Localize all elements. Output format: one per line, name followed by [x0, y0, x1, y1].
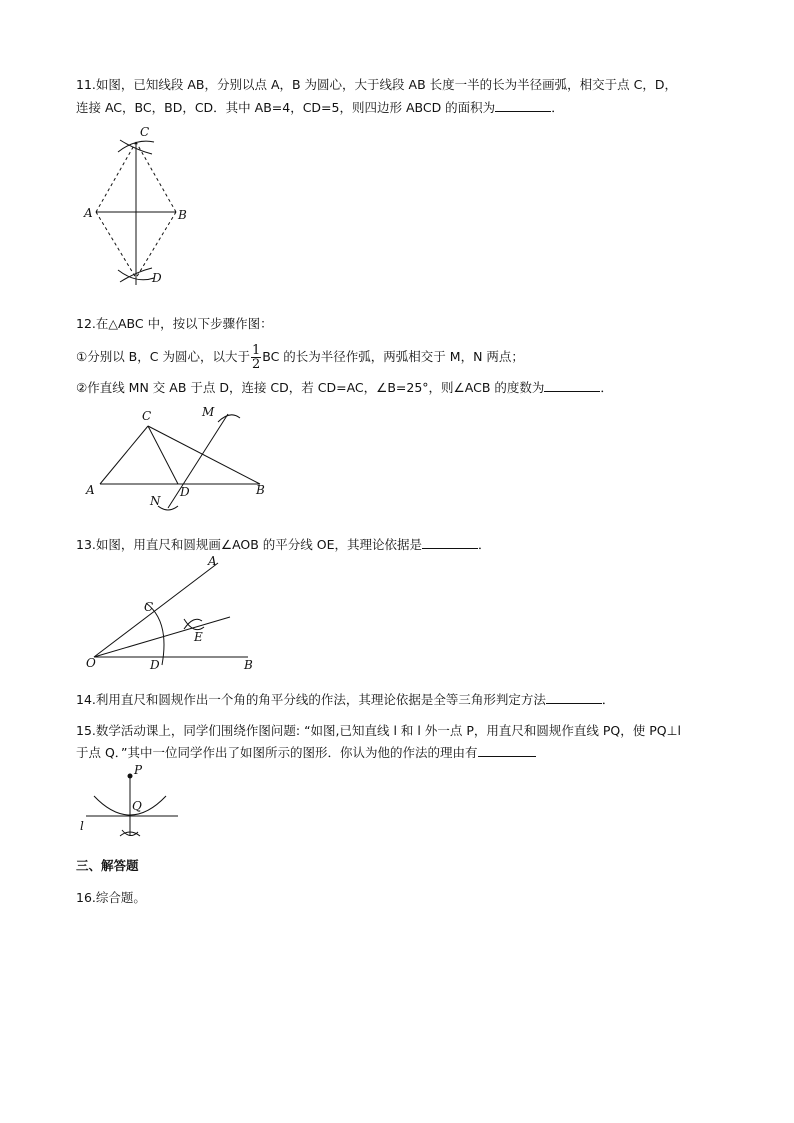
q12-figure	[84, 400, 284, 520]
q12-frac-num: 1	[251, 343, 261, 358]
q13-answer-blank[interactable]	[422, 534, 478, 549]
q15-figure	[80, 762, 200, 844]
q13-ray-oe	[94, 617, 230, 657]
q12-step1-post: BC 的长为半径作弧，两弧相交于 M，N 两点；	[262, 349, 524, 364]
q13-label-d: D	[150, 658, 160, 672]
q12-segment-cd	[148, 426, 178, 484]
q11-segment-ac	[96, 142, 136, 212]
q12-line1: 12.在△ABC 中，按以下步骤作图：	[76, 316, 273, 331]
q13-figure	[84, 555, 264, 675]
q15-line1: 15.数学活动课上，同学们围绕作图问题: “如图,已知直线 l 和 l 外一点 P，用直尺和圆规作直线 PQ，使 PQ⊥l	[76, 723, 681, 738]
q11-line1: 11.如图，已知线段 AB，分别以点 A，B 为圆心，大于线段 AB 长度一半的长为半径画弧，相交于点 C，D，	[76, 77, 677, 92]
q11-segment-bc	[136, 142, 176, 212]
q12-answer-blank[interactable]	[544, 377, 600, 392]
q12-label-b: B	[256, 483, 265, 497]
q13-label-a: A	[208, 554, 217, 568]
q14-end: ．	[601, 692, 615, 707]
q13-line1-text: 13.如图，用直尺和圆规画∠AOB 的平分线 OE，其理论依据是	[76, 537, 423, 552]
q13-end: ．	[478, 537, 491, 552]
q15-label-l: l	[80, 819, 84, 833]
q11-line2-text: 连接 AC，BC，BD，CD．其中 AB=4，CD=5，则四边形 ABCD 的面积为	[76, 100, 496, 115]
q11-label-a: A	[84, 206, 93, 220]
q12-step1	[76, 344, 524, 371]
q12-label-m: M	[202, 405, 215, 419]
q12-label-d: D	[180, 485, 190, 499]
q13-line1	[76, 534, 491, 556]
q13-label-c: C	[144, 600, 154, 614]
q12-label-n: N	[150, 494, 161, 508]
q15-line2-text: 于点 Q．”其中一位同学作出了如图所示的图形．你认为他的作法的理由有	[76, 745, 478, 760]
q14-answer-blank[interactable]	[546, 689, 602, 704]
q11-segment-bd	[136, 212, 176, 278]
q13-label-e: E	[194, 630, 203, 644]
q12-step2-text: ②作直线 MN 交 AB 于点 D，连接 CD，若 CD=AC，∠B=25°，则∠ACB 的度数为	[76, 380, 545, 395]
q11-answer-blank[interactable]	[495, 97, 551, 112]
q14-line1	[76, 689, 614, 711]
q13-label-o: O	[86, 656, 96, 670]
q12-end: ．	[600, 380, 613, 395]
q15-answer-blank[interactable]	[478, 742, 536, 757]
q14-line1-text: 14.利用直尺和圆规作出一个角的角平分线的作法，其理论依据是全等三角形判定方法	[76, 692, 546, 707]
section3-heading: 三、解答题	[76, 858, 139, 873]
q12-label-c: C	[142, 409, 152, 423]
q15-line2	[76, 742, 536, 764]
q12-step1-pre: ①分别以 B，C 为圆心，以大于	[76, 349, 250, 364]
q12-line-mn	[168, 414, 228, 508]
q16-line1: 16.综合题。	[76, 890, 146, 905]
q11-line2	[76, 97, 564, 119]
q12-frac-den: 2	[251, 357, 261, 372]
q12-segment-ac	[100, 426, 148, 484]
q15-point-p	[128, 774, 133, 779]
q15-label-q: Q	[132, 799, 142, 813]
q11-label-b: B	[178, 208, 187, 222]
q12-segment-bc	[148, 426, 260, 484]
q12-fraction	[251, 344, 261, 371]
q11-segment-ad	[96, 212, 136, 278]
q12-step2	[76, 377, 613, 399]
q11-label-c: C	[140, 125, 150, 139]
q13-label-b: B	[244, 658, 253, 672]
q11-end: ．	[551, 100, 564, 115]
q11-label-d: D	[152, 271, 162, 285]
q15-label-p: P	[134, 763, 143, 777]
q12-arc-m	[218, 415, 240, 422]
q11-figure	[80, 120, 200, 300]
q12-label-a: A	[86, 483, 95, 497]
